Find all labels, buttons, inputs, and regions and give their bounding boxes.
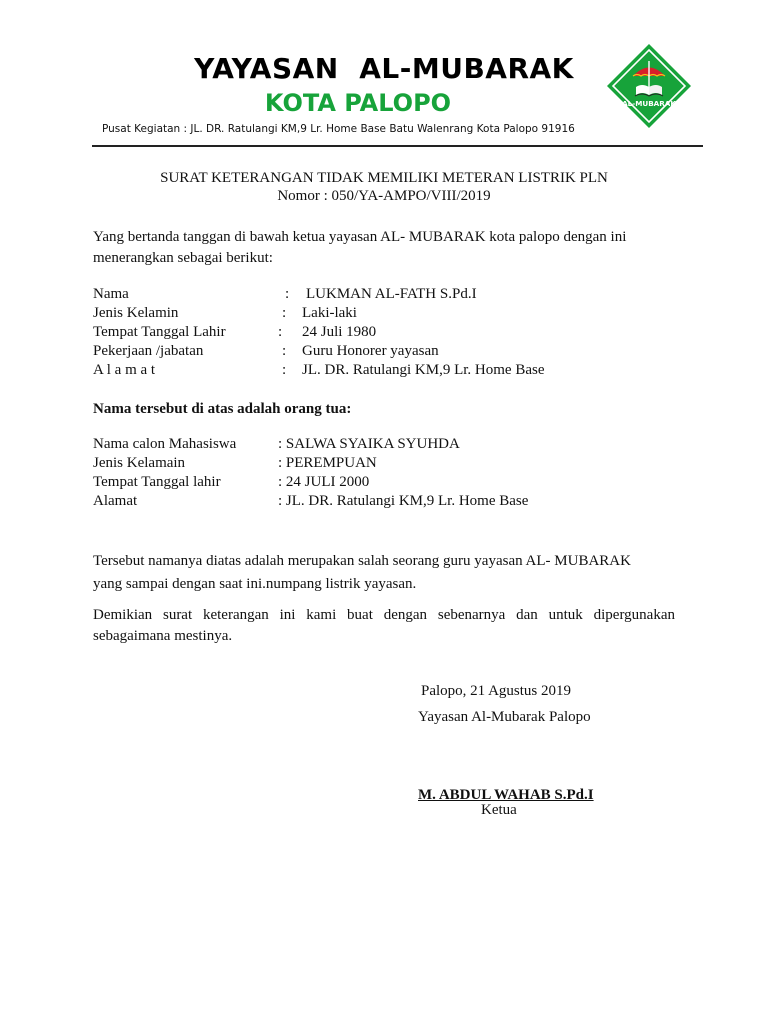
- field-label: Pekerjaan /jabatan: [93, 343, 204, 359]
- field-value: Laki-laki: [302, 305, 357, 321]
- field-label: Alamat: [93, 493, 138, 509]
- field-label: A l a m a t: [93, 362, 156, 378]
- letter-title: SURAT KETERANGAN TIDAK MEMILIKI METERAN LISTRIK PLN: [160, 170, 608, 186]
- intro-paragraph: Yang bertanda tanggan di bawah ketua yayasan AL- MUBARAK kota palopo dengan ini menerangkan sebagai berikut:: [93, 229, 627, 266]
- letterhead-divider: [92, 145, 703, 147]
- field-label: Jenis Kelamin: [93, 305, 179, 321]
- field-value: : PEREMPUAN: [278, 455, 377, 471]
- field-value: 24 Juli 1980: [302, 324, 377, 340]
- field-value: LUKMAN AL-FATH S.Pd.I: [306, 286, 477, 302]
- signer-name: M. ABDUL WAHAB S.Pd.I: [418, 787, 594, 803]
- field-value: : JL. DR. Ratulangi KM,9 Lr. Home Base: [278, 493, 529, 509]
- field-value: : 24 JULI 2000: [278, 474, 370, 490]
- letter-number: Nomor : 050/YA-AMPO/VIII/2019: [277, 188, 491, 204]
- signer-title: Ketua: [481, 802, 517, 818]
- organization-name: YAYASAN AL-MUBARAK: [194, 52, 574, 85]
- field-colon: :: [285, 286, 290, 302]
- field-colon: :: [282, 362, 287, 378]
- statement-paragraph: Tersebut namanya diatas adalah merupakan salah seorang guru yayasan AL- MUBARAK yang sampai dengan saat ini.numpang listrik yayasan.: [93, 553, 631, 592]
- organization-city: KOTA PALOPO: [264, 89, 452, 117]
- field-value: Guru Honorer yayasan: [302, 343, 439, 359]
- field-label: Nama calon Mahasiswa: [93, 436, 237, 452]
- closing-paragraph: Demikian surat keterangan ini kami buat dengan sebenarnya dan untuk dipergunakan sebagaimana mestinya.: [93, 607, 675, 644]
- field-colon: :: [282, 343, 287, 359]
- parent-heading: Nama tersebut di atas adalah orang tua:: [93, 401, 352, 417]
- diamond-emblem-with-umbrella-book-icon: [606, 43, 692, 129]
- field-label: Tempat Tanggal lahir: [93, 474, 221, 490]
- place-date: Palopo, 21 Agustus 2019: [421, 683, 572, 699]
- field-label: Tempat Tanggal Lahir: [93, 324, 226, 340]
- field-value: JL. DR. Ratulangi KM,9 Lr. Home Base: [302, 362, 545, 378]
- field-value: : SALWA SYAIKA SYUHDA: [278, 436, 460, 452]
- logo-text: AL-MUBARAK: [622, 99, 676, 108]
- field-colon: :: [282, 305, 287, 321]
- field-label: Nama: [93, 286, 129, 302]
- institution-name: Yayasan Al-Mubarak Palopo: [418, 709, 591, 725]
- field-colon: :: [278, 324, 283, 340]
- field-label: Jenis Kelamain: [93, 455, 186, 471]
- organization-address: Pusat Kegiatan : JL. DR. Ratulangi KM,9 Lr. Home Base Batu Walenrang Kota Palopo 91916: [102, 123, 575, 135]
